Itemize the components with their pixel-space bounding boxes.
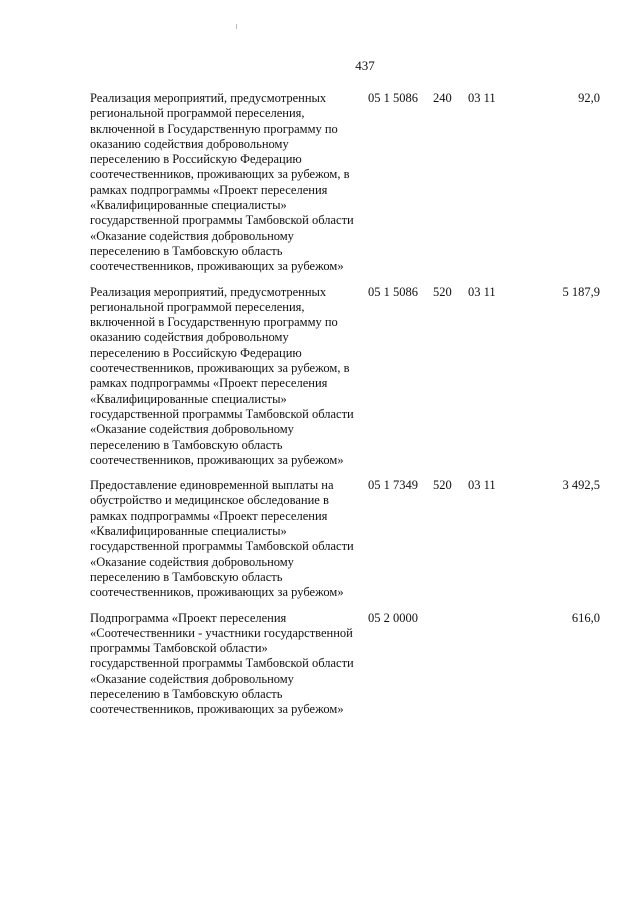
table-row	[90, 91, 600, 275]
row-expense-type: 240	[433, 91, 452, 105]
row-amount: 92,0	[578, 91, 600, 105]
row-target-code: 05 1 5086	[368, 284, 418, 299]
page-number: 437	[355, 58, 375, 73]
row-amount: 616,0	[571, 610, 600, 625]
row-expense-type: 520	[433, 284, 452, 299]
row-amount: 5 187,9	[562, 284, 600, 299]
row-description: Реализация мероприятий, предусмотренных региональной программой переселения, включенной в Государственную программу по оказанию содействия добровольному переселению в Российскую Федерацию соотечественников, проживающих за рубежом, в рамках подпрограммы «Проект переселения «Квалифицированные специалисты» государственной программы Тамбовской области «Оказание содействия добровольному переселению в Тамбовскую область соотечественников, проживающих за рубежом»	[90, 91, 354, 274]
table-row	[90, 611, 600, 718]
row-section: 03 11	[468, 478, 496, 493]
scan-mark	[236, 24, 237, 29]
row-section: 03 11	[468, 91, 496, 105]
row-target-code: 05 2 0000	[368, 610, 418, 625]
row-target-code: 05 1 5086	[368, 91, 418, 105]
row-description: Предоставление единовременной выплаты на обустройство и медицинское обследование в рамках подпрограммы «Проект переселения «Квалифицированные специалисты» государственной программы Тамбовской области «Оказание содействия добровольному переселению в Тамбовскую область соотечественников, проживающих за рубежом»	[90, 478, 354, 600]
table-row	[90, 285, 600, 469]
row-target-code: 05 1 7349	[368, 478, 418, 493]
row-expense-type: 520	[433, 478, 452, 493]
row-section: 03 11	[468, 284, 496, 299]
row-amount: 3 492,5	[562, 478, 600, 493]
row-description: Подпрограмма «Проект переселения «Соотечественники - участники государственной программы Тамбовской области» государственной программы Тамбовской области «Оказание содействия добровольному переселению в Тамбовскую область соотечественников, проживающих за рубежом»	[90, 610, 354, 717]
table-row	[90, 478, 600, 600]
budget-table	[90, 91, 600, 728]
row-description: Реализация мероприятий, предусмотренных региональной программой переселения, включенной в Государственную программу по оказанию содействия добровольному переселению в Российскую Федерацию соотечественников, проживающих за рубежом, в рамках подпрограммы «Проект переселения «Квалифицированные специалисты» государственной программы Тамбовской области «Оказание содействия добровольному переселению в Тамбовскую область соотечественников, проживающих за рубежом»	[90, 284, 354, 467]
